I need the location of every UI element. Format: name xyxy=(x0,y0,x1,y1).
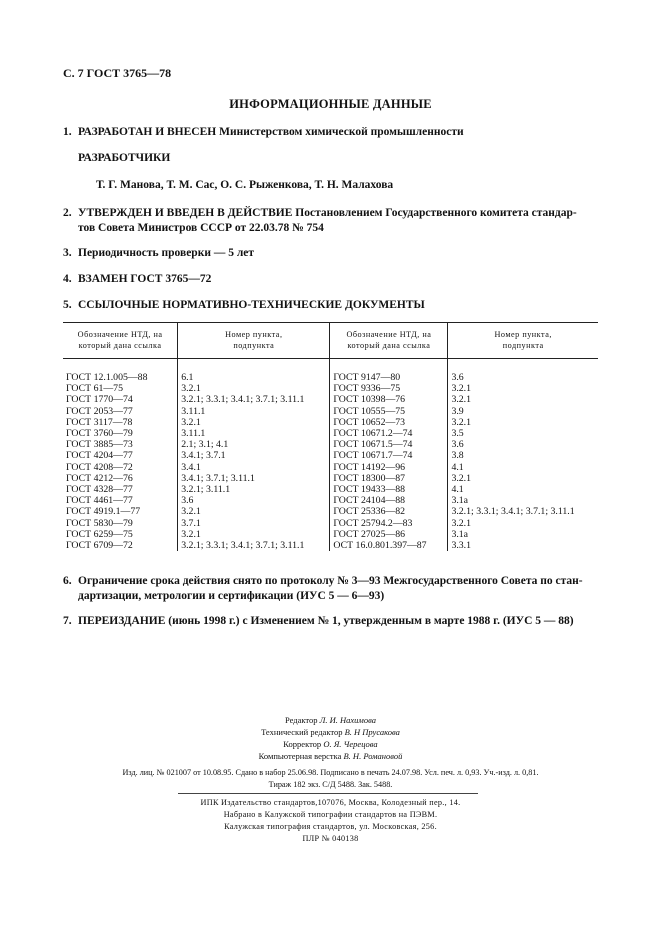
credit-role: Технический редактор xyxy=(261,727,343,737)
cell-item-1: 3.2.1; 3.3.1; 3.4.1; 3.7.1; 3.11.1 xyxy=(178,394,330,405)
section-4-text: ВЗАМЕН ГОСТ 3765—72 xyxy=(78,273,212,285)
table-row xyxy=(63,518,598,529)
section-4-number: 4. xyxy=(63,273,72,285)
table-row xyxy=(63,540,598,551)
section-7 xyxy=(63,614,574,629)
cell-item-2: 3.3.1 xyxy=(448,540,598,551)
cell-item-2: 4.1 xyxy=(448,484,598,495)
cell-item-1: 3.2.1 xyxy=(178,529,330,540)
section-2 xyxy=(63,206,577,236)
header-doc-2-line-2: который дана ссылка xyxy=(347,341,431,350)
cell-doc-2: ГОСТ 10398—76 xyxy=(330,394,448,405)
table-row xyxy=(63,383,598,394)
publisher-block xyxy=(0,797,661,845)
cell-item-1: 3.4.1; 3.7.1 xyxy=(178,450,330,461)
cell-item-1: 3.2.1 xyxy=(178,506,330,517)
cell-doc-1: ГОСТ 3117—78 xyxy=(66,416,133,428)
section-1-text: РАЗРАБОТАН И ВНЕСЕН Министерством химической промышленности xyxy=(78,126,464,138)
imprint-line-1: Изд. лиц. № 021007 от 10.08.95. Сдано в набор 25.06.98. Подписано в печать 24.07.98. Усл. печ. л. 0,93. Уч.-изд. л. 0,81. xyxy=(122,768,539,777)
section-2-line-2: тов Совета Министров СССР от 22.03.78 № 754 xyxy=(78,222,324,234)
table-row xyxy=(63,506,598,517)
cell-item-1: 3.4.1 xyxy=(178,462,330,473)
section-5-text: ССЫЛОЧНЫЕ НОРМАТИВНО-ТЕХНИЧЕСКИЕ ДОКУМЕНТЫ xyxy=(78,299,425,311)
developers-label: РАЗРАБОТЧИКИ xyxy=(78,152,171,164)
cell-doc-1: ГОСТ 3760—79 xyxy=(66,428,133,440)
header-item-2-line-2: подпункта xyxy=(502,341,544,350)
cell-doc-2: ГОСТ 9336—75 xyxy=(330,383,448,394)
table-row xyxy=(63,417,598,428)
cell-doc-2: ГОСТ 25794.2—83 xyxy=(330,518,448,529)
cell-doc-2: ГОСТ 10671.2—74 xyxy=(330,428,448,439)
cell-item-1: 3.2.1 xyxy=(178,417,330,428)
cell-doc-1: ГОСТ 4461—77 xyxy=(66,495,133,507)
credit-layout xyxy=(0,750,661,762)
table-row xyxy=(63,439,598,450)
imprint-block xyxy=(0,767,661,791)
divider-rule xyxy=(178,793,478,794)
credit-role: Компьютерная верстка xyxy=(258,751,342,761)
section-7-number: 7. xyxy=(63,615,72,627)
cell-item-2: 3.9 xyxy=(448,406,598,417)
cell-doc-2: ГОСТ 10555—75 xyxy=(330,406,448,417)
header-doc-2 xyxy=(330,323,448,359)
cell-doc-2: ГОСТ 18300—87 xyxy=(330,473,448,484)
references-table xyxy=(63,322,598,551)
cell-doc-2: ГОСТ 10671.5—74 xyxy=(330,439,448,450)
cell-item-1: 3.6 xyxy=(178,495,330,506)
table-row xyxy=(63,529,598,540)
header-item-1 xyxy=(178,323,330,359)
cell-doc-1: ГОСТ 6709—72 xyxy=(66,540,133,552)
section-3-text: Периодичность проверки — 5 лет xyxy=(78,247,255,259)
cell-doc-1: ГОСТ 6259—75 xyxy=(66,528,133,540)
cell-doc-1: ГОСТ 4328—77 xyxy=(66,484,133,496)
cell-item-1: 3.2.1 xyxy=(178,383,330,394)
table-row xyxy=(63,495,598,506)
cell-item-2: 3.1а xyxy=(448,529,598,540)
cell-item-1: 6.1 xyxy=(178,359,330,384)
section-3-number: 3. xyxy=(63,247,72,259)
publisher-line-2: Набрано в Калужской типографии стандартов на ПЭВМ. xyxy=(223,810,438,819)
section-4 xyxy=(63,272,211,287)
cell-doc-1: ГОСТ 4212—76 xyxy=(66,472,133,484)
publisher-line-4: ПЛР № 040138 xyxy=(302,834,359,843)
cell-item-1: 3.7.1 xyxy=(178,518,330,529)
publisher-line-3: Калужская типография стандартов, ул. Московская, 256. xyxy=(224,822,437,831)
cell-item-1: 3.4.1; 3.7.1; 3.11.1 xyxy=(178,473,330,484)
cell-item-2: 3.2.1 xyxy=(448,383,598,394)
publisher-line-1: ИПК Издательство стандартов,107076, Москва, Колодезный пер., 14. xyxy=(200,798,461,807)
header-item-2 xyxy=(448,323,598,359)
cell-doc-2: ГОСТ 19433—88 xyxy=(330,484,448,495)
cell-doc-2: ГОСТ 24104—88 xyxy=(330,495,448,506)
table-row xyxy=(63,473,598,484)
cell-doc-2: ГОСТ 9147—80 xyxy=(330,359,448,384)
cell-doc-1: ГОСТ 2053—77 xyxy=(66,405,133,417)
header-item-1-line-2: подпункта xyxy=(233,341,275,350)
table-row xyxy=(63,406,598,417)
cell-item-2: 3.6 xyxy=(448,439,598,450)
table-row xyxy=(63,484,598,495)
section-5 xyxy=(63,298,425,313)
cell-item-2: 3.2.1 xyxy=(448,473,598,484)
cell-item-1: 2.1; 3.1; 4.1 xyxy=(178,439,330,450)
cell-item-2: 3.2.1 xyxy=(448,518,598,529)
cell-doc-1: ГОСТ 1770—74 xyxy=(66,394,133,406)
cell-doc-1: ГОСТ 4204—77 xyxy=(66,450,133,462)
credit-tech-editor xyxy=(0,726,661,738)
cell-item-1: 3.11.1 xyxy=(178,428,330,439)
credit-name: О. Я. Черецова xyxy=(323,739,378,749)
credit-name: В. Н Прусакова xyxy=(344,727,400,737)
cell-doc-2: ОСТ 16.0.801.397—87 xyxy=(330,540,448,551)
table-row xyxy=(63,450,598,461)
cell-item-2: 3.2.1 xyxy=(448,394,598,405)
cell-item-2: 3.6 xyxy=(448,359,598,384)
imprint-line-2: Тираж 182 экз. С/Д 5488. Зак. 5488. xyxy=(268,780,393,789)
cell-doc-2: ГОСТ 27025—86 xyxy=(330,529,448,540)
credits-block xyxy=(0,714,661,762)
section-2-line-1: УТВЕРЖДЕН И ВВЕДЕН В ДЕЙСТВИЕ Постановлением Государственного комитета стандар- xyxy=(78,207,577,219)
credit-role: Корректор xyxy=(283,739,322,749)
section-6-number: 6. xyxy=(63,575,72,587)
credit-name: В. Н. Романовой xyxy=(343,751,403,761)
table-header-row xyxy=(63,323,598,359)
cell-doc-1: ГОСТ 4208—72 xyxy=(66,461,133,473)
cell-doc-1: ГОСТ 12.1.005—88 xyxy=(66,372,148,383)
table-row xyxy=(63,394,598,405)
page-title: ИНФОРМАЦИОННЫЕ ДАННЫЕ xyxy=(229,97,432,111)
header-doc-1 xyxy=(63,323,178,359)
cell-doc-2: ГОСТ 25336—82 xyxy=(330,506,448,517)
table-row xyxy=(63,359,598,384)
section-3 xyxy=(63,246,254,261)
credit-editor xyxy=(0,714,661,726)
cell-doc-1: ГОСТ 61—75 xyxy=(66,383,123,395)
table-row xyxy=(63,462,598,473)
cell-doc-1: ГОСТ 5830—79 xyxy=(66,517,133,529)
cell-item-2: 3.2.1; 3.3.1; 3.4.1; 3.7.1; 3.11.1 xyxy=(448,506,598,517)
cell-item-2: 4.1 xyxy=(448,462,598,473)
header-doc-1-line-2: который дана ссылка xyxy=(78,341,162,350)
section-5-number: 5. xyxy=(63,299,72,311)
section-1-number: 1. xyxy=(63,126,72,138)
cell-item-1: 3.11.1 xyxy=(178,406,330,417)
credit-name: Л. И. Нахимова xyxy=(319,715,376,725)
credit-role: Редактор xyxy=(285,715,318,725)
section-1 xyxy=(63,125,464,140)
developers-list: Т. Г. Манова, Т. М. Сас, О. С. Рыженкова, Т. Н. Малахова xyxy=(96,179,394,191)
cell-doc-2: ГОСТ 10652—73 xyxy=(330,417,448,428)
cell-item-1: 3.2.1; 3.3.1; 3.4.1; 3.7.1; 3.11.1 xyxy=(178,540,330,551)
section-2-number: 2. xyxy=(63,207,72,219)
section-6-line-2: дартизации, метрологии и сертификации (ИУС 5 — 6—93) xyxy=(78,590,385,602)
cell-doc-1: ГОСТ 3885—73 xyxy=(66,439,133,451)
cell-item-2: 3.1а xyxy=(448,495,598,506)
cell-item-1: 3.2.1; 3.11.1 xyxy=(178,484,330,495)
section-6 xyxy=(63,574,583,604)
cell-doc-1: ГОСТ 4919.1—77 xyxy=(66,506,141,518)
header-item-1-line-1: Номер пункта, xyxy=(225,330,283,339)
header-doc-1-line-1: Обозначение НТД, на xyxy=(77,330,163,339)
page-header: С. 7 ГОСТ 3765—78 xyxy=(63,66,172,80)
header-item-2-line-1: Номер пункта, xyxy=(494,330,552,339)
cell-item-2: 3.2.1 xyxy=(448,417,598,428)
table-row xyxy=(63,428,598,439)
credit-proofreader xyxy=(0,738,661,750)
cell-doc-2: ГОСТ 14192—96 xyxy=(330,462,448,473)
cell-item-2: 3.8 xyxy=(448,450,598,461)
cell-doc-2: ГОСТ 10671.7—74 xyxy=(330,450,448,461)
cell-item-2: 3.5 xyxy=(448,428,598,439)
header-doc-2-line-1: Обозначение НТД, на xyxy=(346,330,432,339)
section-7-text: ПЕРЕИЗДАНИЕ (июнь 1998 г.) с Изменением № 1, утвержденным в марте 1988 г. (ИУС 5 — 88) xyxy=(78,615,574,627)
section-6-line-1: Ограничение срока действия снято по протоколу № 3—93 Межгосударственного Совета по стан- xyxy=(78,575,583,587)
